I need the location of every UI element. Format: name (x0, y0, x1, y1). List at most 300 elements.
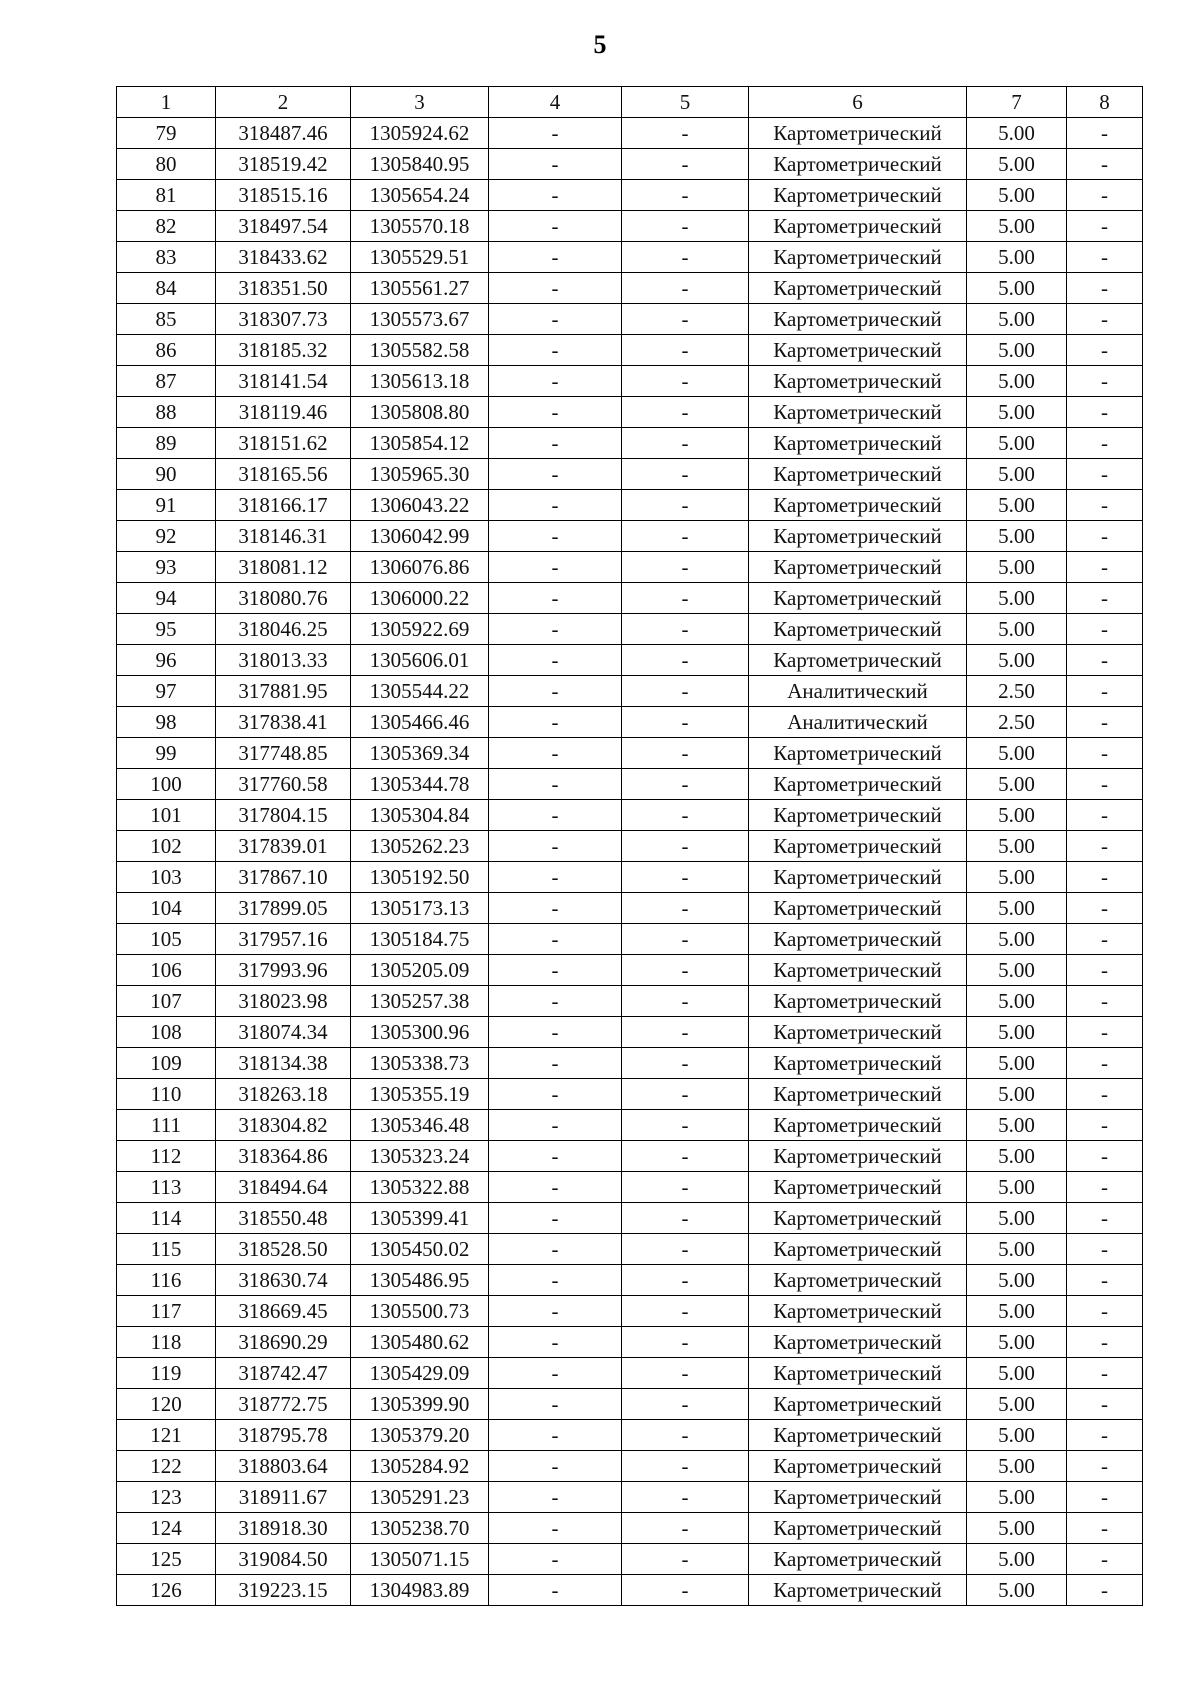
column-8-cell: - (1067, 273, 1143, 304)
accuracy-cell: 5.00 (967, 1389, 1067, 1420)
column-8-cell: - (1067, 459, 1143, 490)
accuracy-cell: 5.00 (967, 552, 1067, 583)
x-coordinate-cell: 319084.50 (216, 1544, 351, 1575)
table-row (117, 273, 1143, 304)
x-coordinate-cell: 317957.16 (216, 924, 351, 955)
x-coordinate-cell: 318364.86 (216, 1141, 351, 1172)
y-coordinate-cell: 1305238.70 (351, 1513, 489, 1544)
accuracy-cell: 5.00 (967, 1110, 1067, 1141)
method-cell: Картометрический (749, 1389, 967, 1420)
table-row (117, 769, 1143, 800)
column-5-cell: - (622, 583, 749, 614)
x-coordinate-cell: 318151.62 (216, 428, 351, 459)
method-cell: Картометрический (749, 211, 967, 242)
method-cell: Картометрический (749, 1513, 967, 1544)
column-header: 1 (117, 87, 216, 118)
x-coordinate-cell: 318433.62 (216, 242, 351, 273)
column-8-cell: - (1067, 1327, 1143, 1358)
column-8-cell: - (1067, 521, 1143, 552)
x-coordinate-cell: 318119.46 (216, 397, 351, 428)
column-4-cell: - (489, 986, 622, 1017)
point-number-cell: 115 (117, 1234, 216, 1265)
accuracy-cell: 5.00 (967, 831, 1067, 862)
point-number-cell: 90 (117, 459, 216, 490)
column-4-cell: - (489, 490, 622, 521)
column-4-cell: - (489, 1110, 622, 1141)
point-number-cell: 125 (117, 1544, 216, 1575)
column-5-cell: - (622, 1110, 749, 1141)
column-5-cell: - (622, 1482, 749, 1513)
method-cell: Картометрический (749, 242, 967, 273)
column-8-cell: - (1067, 955, 1143, 986)
point-number-cell: 111 (117, 1110, 216, 1141)
column-5-cell: - (622, 1296, 749, 1327)
column-4-cell: - (489, 769, 622, 800)
column-4-cell: - (489, 1079, 622, 1110)
column-4-cell: - (489, 924, 622, 955)
point-number-cell: 99 (117, 738, 216, 769)
column-5-cell: - (622, 1327, 749, 1358)
column-5-cell: - (622, 1079, 749, 1110)
column-8-cell: - (1067, 242, 1143, 273)
column-4-cell: - (489, 1544, 622, 1575)
accuracy-cell: 5.00 (967, 924, 1067, 955)
y-coordinate-cell: 1305965.30 (351, 459, 489, 490)
column-4-cell: - (489, 1048, 622, 1079)
x-coordinate-cell: 317881.95 (216, 676, 351, 707)
accuracy-cell: 5.00 (967, 335, 1067, 366)
point-number-cell: 100 (117, 769, 216, 800)
method-cell: Картометрический (749, 366, 967, 397)
table-row (117, 1048, 1143, 1079)
table-row (117, 1575, 1143, 1606)
column-4-cell: - (489, 1451, 622, 1482)
accuracy-cell: 5.00 (967, 1482, 1067, 1513)
accuracy-cell: 5.00 (967, 521, 1067, 552)
column-8-cell: - (1067, 1358, 1143, 1389)
column-8-cell: - (1067, 1575, 1143, 1606)
column-5-cell: - (622, 428, 749, 459)
method-cell: Картометрический (749, 986, 967, 1017)
table-row (117, 862, 1143, 893)
column-8-cell: - (1067, 180, 1143, 211)
accuracy-cell: 5.00 (967, 1141, 1067, 1172)
column-8-cell: - (1067, 1482, 1143, 1513)
column-8-cell: - (1067, 1265, 1143, 1296)
accuracy-cell: 5.00 (967, 800, 1067, 831)
column-8-cell: - (1067, 366, 1143, 397)
column-header: 2 (216, 87, 351, 118)
y-coordinate-cell: 1306076.86 (351, 552, 489, 583)
column-8-cell: - (1067, 397, 1143, 428)
column-5-cell: - (622, 242, 749, 273)
column-8-cell: - (1067, 1389, 1143, 1420)
column-5-cell: - (622, 1513, 749, 1544)
column-4-cell: - (489, 1141, 622, 1172)
point-number-cell: 94 (117, 583, 216, 614)
table-row (117, 1389, 1143, 1420)
column-4-cell: - (489, 1296, 622, 1327)
column-8-cell: - (1067, 1451, 1143, 1482)
column-4-cell: - (489, 831, 622, 862)
column-8-cell: - (1067, 676, 1143, 707)
column-8-cell: - (1067, 800, 1143, 831)
point-number-cell: 124 (117, 1513, 216, 1544)
page-number: 5 (593, 30, 607, 59)
x-coordinate-cell: 318772.75 (216, 1389, 351, 1420)
column-8-cell: - (1067, 738, 1143, 769)
table-row (117, 1079, 1143, 1110)
table-row (117, 521, 1143, 552)
y-coordinate-cell: 1305450.02 (351, 1234, 489, 1265)
method-cell: Картометрический (749, 893, 967, 924)
x-coordinate-cell: 317839.01 (216, 831, 351, 862)
column-8-cell: - (1067, 862, 1143, 893)
column-8-cell: - (1067, 645, 1143, 676)
accuracy-cell: 5.00 (967, 738, 1067, 769)
method-cell: Картометрический (749, 335, 967, 366)
column-5-cell: - (622, 862, 749, 893)
point-number-cell: 92 (117, 521, 216, 552)
column-8-cell: - (1067, 211, 1143, 242)
table-row (117, 552, 1143, 583)
column-8-cell: - (1067, 304, 1143, 335)
column-header: 7 (967, 87, 1067, 118)
column-header: 3 (351, 87, 489, 118)
point-number-cell: 106 (117, 955, 216, 986)
column-5-cell: - (622, 118, 749, 149)
table-row (117, 924, 1143, 955)
method-cell: Картометрический (749, 397, 967, 428)
column-5-cell: - (622, 1203, 749, 1234)
column-8-cell: - (1067, 707, 1143, 738)
point-number-cell: 110 (117, 1079, 216, 1110)
table-row (117, 149, 1143, 180)
point-number-cell: 79 (117, 118, 216, 149)
table-row (117, 428, 1143, 459)
column-8-cell: - (1067, 1017, 1143, 1048)
point-number-cell: 102 (117, 831, 216, 862)
column-4-cell: - (489, 521, 622, 552)
method-cell: Картометрический (749, 490, 967, 521)
point-number-cell: 126 (117, 1575, 216, 1606)
point-number-cell: 113 (117, 1172, 216, 1203)
x-coordinate-cell: 318165.56 (216, 459, 351, 490)
table-row (117, 831, 1143, 862)
x-coordinate-cell: 319223.15 (216, 1575, 351, 1606)
method-cell: Картометрический (749, 459, 967, 490)
point-number-cell: 122 (117, 1451, 216, 1482)
x-coordinate-cell: 318669.45 (216, 1296, 351, 1327)
point-number-cell: 86 (117, 335, 216, 366)
x-coordinate-cell: 317748.85 (216, 738, 351, 769)
column-5-cell: - (622, 1420, 749, 1451)
column-5-cell: - (622, 521, 749, 552)
column-5-cell: - (622, 459, 749, 490)
accuracy-cell: 5.00 (967, 1420, 1067, 1451)
column-8-cell: - (1067, 1544, 1143, 1575)
method-cell: Картометрический (749, 1172, 967, 1203)
column-8-cell: - (1067, 490, 1143, 521)
column-8-cell: - (1067, 149, 1143, 180)
column-8-cell: - (1067, 614, 1143, 645)
column-4-cell: - (489, 676, 622, 707)
method-cell: Картометрический (749, 1420, 967, 1451)
table-row (117, 180, 1143, 211)
accuracy-cell: 5.00 (967, 1575, 1067, 1606)
point-number-cell: 91 (117, 490, 216, 521)
column-4-cell: - (489, 552, 622, 583)
x-coordinate-cell: 318911.67 (216, 1482, 351, 1513)
table-row (117, 800, 1143, 831)
table-row (117, 335, 1143, 366)
x-coordinate-cell: 318081.12 (216, 552, 351, 583)
column-4-cell: - (489, 366, 622, 397)
x-coordinate-cell: 318742.47 (216, 1358, 351, 1389)
column-8-cell: - (1067, 1420, 1143, 1451)
y-coordinate-cell: 1305184.75 (351, 924, 489, 955)
accuracy-cell: 5.00 (967, 1079, 1067, 1110)
table-row (117, 1141, 1143, 1172)
accuracy-cell: 5.00 (967, 1358, 1067, 1389)
table-row (117, 1296, 1143, 1327)
accuracy-cell: 5.00 (967, 1451, 1067, 1482)
point-number-cell: 87 (117, 366, 216, 397)
method-cell: Картометрический (749, 552, 967, 583)
x-coordinate-cell: 318795.78 (216, 1420, 351, 1451)
column-5-cell: - (622, 490, 749, 521)
method-cell: Картометрический (749, 831, 967, 862)
method-cell: Картометрический (749, 1110, 967, 1141)
method-cell: Картометрический (749, 1451, 967, 1482)
y-coordinate-cell: 1305924.62 (351, 118, 489, 149)
point-number-cell: 109 (117, 1048, 216, 1079)
accuracy-cell: 5.00 (967, 645, 1067, 676)
x-coordinate-cell: 318487.46 (216, 118, 351, 149)
table-row (117, 614, 1143, 645)
y-coordinate-cell: 1305346.48 (351, 1110, 489, 1141)
x-coordinate-cell: 317760.58 (216, 769, 351, 800)
y-coordinate-cell: 1305573.67 (351, 304, 489, 335)
method-cell: Картометрический (749, 769, 967, 800)
column-8-cell: - (1067, 1513, 1143, 1544)
x-coordinate-cell: 318690.29 (216, 1327, 351, 1358)
x-coordinate-cell: 318141.54 (216, 366, 351, 397)
column-8-cell: - (1067, 1234, 1143, 1265)
y-coordinate-cell: 1305429.09 (351, 1358, 489, 1389)
table-row (117, 1327, 1143, 1358)
accuracy-cell: 5.00 (967, 459, 1067, 490)
column-5-cell: - (622, 955, 749, 986)
y-coordinate-cell: 1305284.92 (351, 1451, 489, 1482)
accuracy-cell: 5.00 (967, 428, 1067, 459)
method-cell: Картометрический (749, 1296, 967, 1327)
x-coordinate-cell: 318304.82 (216, 1110, 351, 1141)
column-5-cell: - (622, 614, 749, 645)
table-row (117, 366, 1143, 397)
column-4-cell: - (489, 1482, 622, 1513)
column-8-cell: - (1067, 924, 1143, 955)
x-coordinate-cell: 318146.31 (216, 521, 351, 552)
column-4-cell: - (489, 149, 622, 180)
method-cell: Картометрический (749, 304, 967, 335)
column-5-cell: - (622, 1265, 749, 1296)
x-coordinate-cell: 318918.30 (216, 1513, 351, 1544)
x-coordinate-cell: 317867.10 (216, 862, 351, 893)
table-row (117, 1203, 1143, 1234)
accuracy-cell: 5.00 (967, 180, 1067, 211)
column-5-cell: - (622, 1048, 749, 1079)
table-row (117, 242, 1143, 273)
column-5-cell: - (622, 397, 749, 428)
column-4-cell: - (489, 614, 622, 645)
y-coordinate-cell: 1305466.46 (351, 707, 489, 738)
point-number-cell: 103 (117, 862, 216, 893)
x-coordinate-cell: 318803.64 (216, 1451, 351, 1482)
accuracy-cell: 5.00 (967, 490, 1067, 521)
method-cell: Картометрический (749, 273, 967, 304)
method-cell: Картометрический (749, 149, 967, 180)
y-coordinate-cell: 1305840.95 (351, 149, 489, 180)
column-4-cell: - (489, 242, 622, 273)
point-number-cell: 121 (117, 1420, 216, 1451)
accuracy-cell: 5.00 (967, 1172, 1067, 1203)
point-number-cell: 107 (117, 986, 216, 1017)
method-cell: Аналитический (749, 707, 967, 738)
accuracy-cell: 5.00 (967, 118, 1067, 149)
column-4-cell: - (489, 738, 622, 769)
column-4-cell: - (489, 397, 622, 428)
accuracy-cell: 5.00 (967, 366, 1067, 397)
point-number-cell: 98 (117, 707, 216, 738)
y-coordinate-cell: 1305606.01 (351, 645, 489, 676)
x-coordinate-cell: 318630.74 (216, 1265, 351, 1296)
x-coordinate-cell: 318497.54 (216, 211, 351, 242)
column-header: 8 (1067, 87, 1143, 118)
header-row (117, 87, 1143, 118)
column-5-cell: - (622, 893, 749, 924)
y-coordinate-cell: 1305399.41 (351, 1203, 489, 1234)
accuracy-cell: 5.00 (967, 769, 1067, 800)
y-coordinate-cell: 1305582.58 (351, 335, 489, 366)
column-5-cell: - (622, 149, 749, 180)
column-5-cell: - (622, 924, 749, 955)
column-4-cell: - (489, 118, 622, 149)
column-4-cell: - (489, 335, 622, 366)
table-row (117, 1544, 1143, 1575)
column-4-cell: - (489, 1172, 622, 1203)
column-5-cell: - (622, 1575, 749, 1606)
y-coordinate-cell: 1305529.51 (351, 242, 489, 273)
table-row (117, 211, 1143, 242)
x-coordinate-cell: 317804.15 (216, 800, 351, 831)
method-cell: Картометрический (749, 955, 967, 986)
column-4-cell: - (489, 1265, 622, 1296)
column-4-cell: - (489, 707, 622, 738)
table-row (117, 490, 1143, 521)
table-row (117, 1234, 1143, 1265)
column-4-cell: - (489, 1358, 622, 1389)
method-cell: Картометрический (749, 800, 967, 831)
method-cell: Картометрический (749, 1203, 967, 1234)
column-8-cell: - (1067, 428, 1143, 459)
y-coordinate-cell: 1306042.99 (351, 521, 489, 552)
column-5-cell: - (622, 180, 749, 211)
x-coordinate-cell: 318046.25 (216, 614, 351, 645)
accuracy-cell: 2.50 (967, 676, 1067, 707)
point-number-cell: 83 (117, 242, 216, 273)
x-coordinate-cell: 317993.96 (216, 955, 351, 986)
method-cell: Картометрический (749, 924, 967, 955)
column-4-cell: - (489, 1389, 622, 1420)
y-coordinate-cell: 1305486.95 (351, 1265, 489, 1296)
table-body (117, 118, 1143, 1606)
y-coordinate-cell: 1305344.78 (351, 769, 489, 800)
column-4-cell: - (489, 583, 622, 614)
column-5-cell: - (622, 1172, 749, 1203)
x-coordinate-cell: 317838.41 (216, 707, 351, 738)
x-coordinate-cell: 318263.18 (216, 1079, 351, 1110)
point-number-cell: 108 (117, 1017, 216, 1048)
y-coordinate-cell: 1305300.96 (351, 1017, 489, 1048)
method-cell: Картометрический (749, 428, 967, 459)
method-cell: Картометрический (749, 862, 967, 893)
x-coordinate-cell: 318307.73 (216, 304, 351, 335)
coordinates-table (116, 86, 1143, 1606)
table-row (117, 955, 1143, 986)
x-coordinate-cell: 318528.50 (216, 1234, 351, 1265)
column-5-cell: - (622, 645, 749, 676)
accuracy-cell: 5.00 (967, 1544, 1067, 1575)
table-row (117, 118, 1143, 149)
point-number-cell: 101 (117, 800, 216, 831)
column-4-cell: - (489, 304, 622, 335)
column-5-cell: - (622, 1234, 749, 1265)
table-row (117, 1017, 1143, 1048)
table-row (117, 583, 1143, 614)
point-number-cell: 114 (117, 1203, 216, 1234)
accuracy-cell: 5.00 (967, 1513, 1067, 1544)
y-coordinate-cell: 1305192.50 (351, 862, 489, 893)
column-5-cell: - (622, 366, 749, 397)
column-4-cell: - (489, 800, 622, 831)
x-coordinate-cell: 317899.05 (216, 893, 351, 924)
y-coordinate-cell: 1305654.24 (351, 180, 489, 211)
column-5-cell: - (622, 738, 749, 769)
y-coordinate-cell: 1306043.22 (351, 490, 489, 521)
x-coordinate-cell: 318519.42 (216, 149, 351, 180)
y-coordinate-cell: 1305379.20 (351, 1420, 489, 1451)
x-coordinate-cell: 318166.17 (216, 490, 351, 521)
point-number-cell: 97 (117, 676, 216, 707)
point-number-cell: 123 (117, 1482, 216, 1513)
table-row (117, 986, 1143, 1017)
method-cell: Картометрический (749, 180, 967, 211)
column-8-cell: - (1067, 583, 1143, 614)
table-row (117, 1110, 1143, 1141)
y-coordinate-cell: 1305613.18 (351, 366, 489, 397)
column-5-cell: - (622, 552, 749, 583)
method-cell: Картометрический (749, 1482, 967, 1513)
accuracy-cell: 5.00 (967, 211, 1067, 242)
column-header: 6 (749, 87, 967, 118)
method-cell: Картометрический (749, 1327, 967, 1358)
x-coordinate-cell: 318351.50 (216, 273, 351, 304)
table-row (117, 1358, 1143, 1389)
column-8-cell: - (1067, 893, 1143, 924)
x-coordinate-cell: 318074.34 (216, 1017, 351, 1048)
column-4-cell: - (489, 1234, 622, 1265)
